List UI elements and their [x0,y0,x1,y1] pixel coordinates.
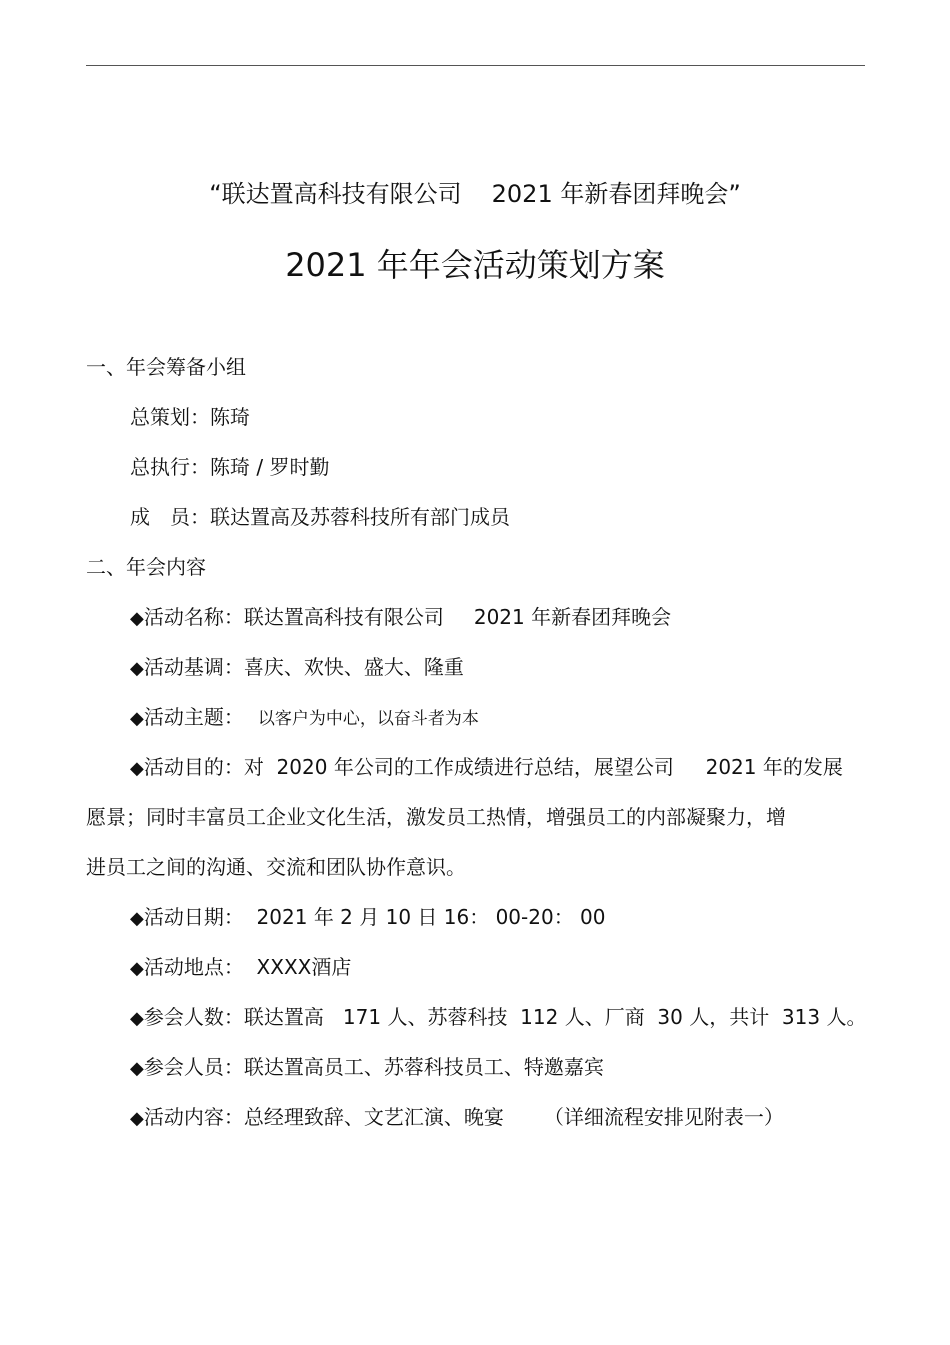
event-theme [130,702,479,734]
diamond-bullet-icon: ◆ [130,1108,144,1129]
diamond-bullet-icon: ◆ [130,958,144,979]
event-purpose-line-2: 愿景；同时丰富员工企业文化生活，激发员工热情，增强员工的内部凝聚力，增 [86,805,786,829]
chief-executor: 总执行：陈琦 / 罗时勤 [130,455,330,479]
event-location [130,952,351,984]
event-name [130,602,671,634]
event-attendees [130,1052,604,1084]
event-name-label: 活动名称：联达置高科技有限公司 [143,605,444,629]
event-program [130,1102,784,1134]
event-attendees-text: 参会人员：联达置高员工、苏蓉科技员工、特邀嘉宾 [143,1055,604,1079]
event-theme-value: 以客户为中心，以奋斗者为本 [257,709,479,729]
diamond-bullet-icon: ◆ [130,1008,144,1029]
section-heading-content: 二、年会内容 [86,555,206,579]
team-members: 成 员：联达置高及苏蓉科技所有部门成员 [130,505,510,529]
event-program-label: 活动内容：总经理致辞、文艺汇演、晚宴 [143,1105,504,1129]
event-purpose-text-1: 活动目的：对 2020 年公司的工作成绩进行总结，展望公司 2021 年的发展 [143,755,843,779]
event-headcount [130,1002,866,1034]
event-purpose-line-1 [130,752,843,784]
event-date-text: 活动日期： 2021 年 2 月 10 日 16： 00-20： 00 [143,905,606,929]
event-date [130,902,606,934]
document-title: 2021 年年会活动策划方案 [285,246,665,284]
diamond-bullet-icon: ◆ [130,658,144,679]
event-location-text: 活动地点： XXXX酒店 [143,955,352,979]
event-purpose-line-3: 进员工之间的沟通、交流和团队协作意识。 [86,855,466,879]
subtitle-company: “联达置高科技有限公司 [209,180,462,208]
event-theme-label: 活动主题： [143,705,244,729]
event-tone [130,652,464,684]
diamond-bullet-icon: ◆ [130,708,144,729]
subtitle-event: 2021 年新春团拜晚会” [491,180,741,208]
section-heading-preparation: 一、年会筹备小组 [86,355,246,379]
diamond-bullet-icon: ◆ [130,608,144,629]
diamond-bullet-icon: ◆ [130,908,144,929]
document-subtitle [0,176,950,212]
event-name-value: 2021 年新春团拜晚会 [473,605,672,629]
header-rule [86,65,865,66]
event-headcount-text: 参会人数：联达置高 171 人、苏蓉科技 112 人、厂商 30 人，共计 313 人。 [143,1005,867,1029]
diamond-bullet-icon: ◆ [130,758,144,779]
diamond-bullet-icon: ◆ [130,1058,144,1079]
event-program-note: （详细流程安排见附表一） [543,1105,784,1129]
chief-planner: 总策划：陈琦 [130,405,250,429]
event-tone-text: 活动基调：喜庆、欢快、盛大、隆重 [143,655,464,679]
